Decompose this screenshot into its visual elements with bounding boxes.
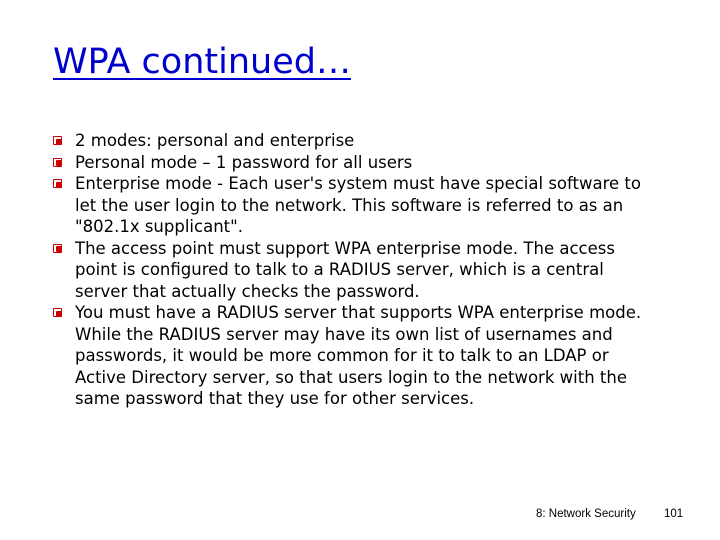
bullet-item: [53, 302, 653, 410]
bullet-text: 2 modes: personal and enterprise: [75, 131, 355, 150]
bullet-item: [53, 152, 653, 174]
checkbox-square-icon: [53, 244, 62, 253]
bullet-text: You must have a RADIUS server that supports WPA enterprise mode. While the RADIUS server may have its own list of usernames and passwords, it would be more common for it to talk to an LDAP or Active Directory server, so that users login to the network with the same password that they use for other services.: [75, 303, 642, 408]
slide-title: WPA continued…: [53, 42, 351, 82]
bullet-item: [53, 238, 653, 303]
bullet-list: [53, 130, 653, 410]
bullet-text: The access point must support WPA enterprise mode. The access point is configured to talk to a RADIUS server, which is a central server that actually checks the password.: [75, 238, 615, 301]
checkbox-square-icon: [53, 179, 62, 188]
checkbox-square-icon: [53, 308, 62, 317]
bullet-item: [53, 173, 653, 238]
checkbox-square-icon: [53, 158, 62, 167]
footer-chapter-label: 8: Network Security: [536, 508, 636, 520]
checkbox-square-icon: [53, 136, 62, 145]
bullet-text: Enterprise mode - Each user's system must have special software to let the user login to the network. This software is referred to as an "802.1x supplicant".: [75, 174, 641, 236]
page-number: 101: [664, 508, 684, 520]
bullet-item: [53, 130, 653, 152]
bullet-text: Personal mode – 1 password for all users: [75, 152, 413, 172]
